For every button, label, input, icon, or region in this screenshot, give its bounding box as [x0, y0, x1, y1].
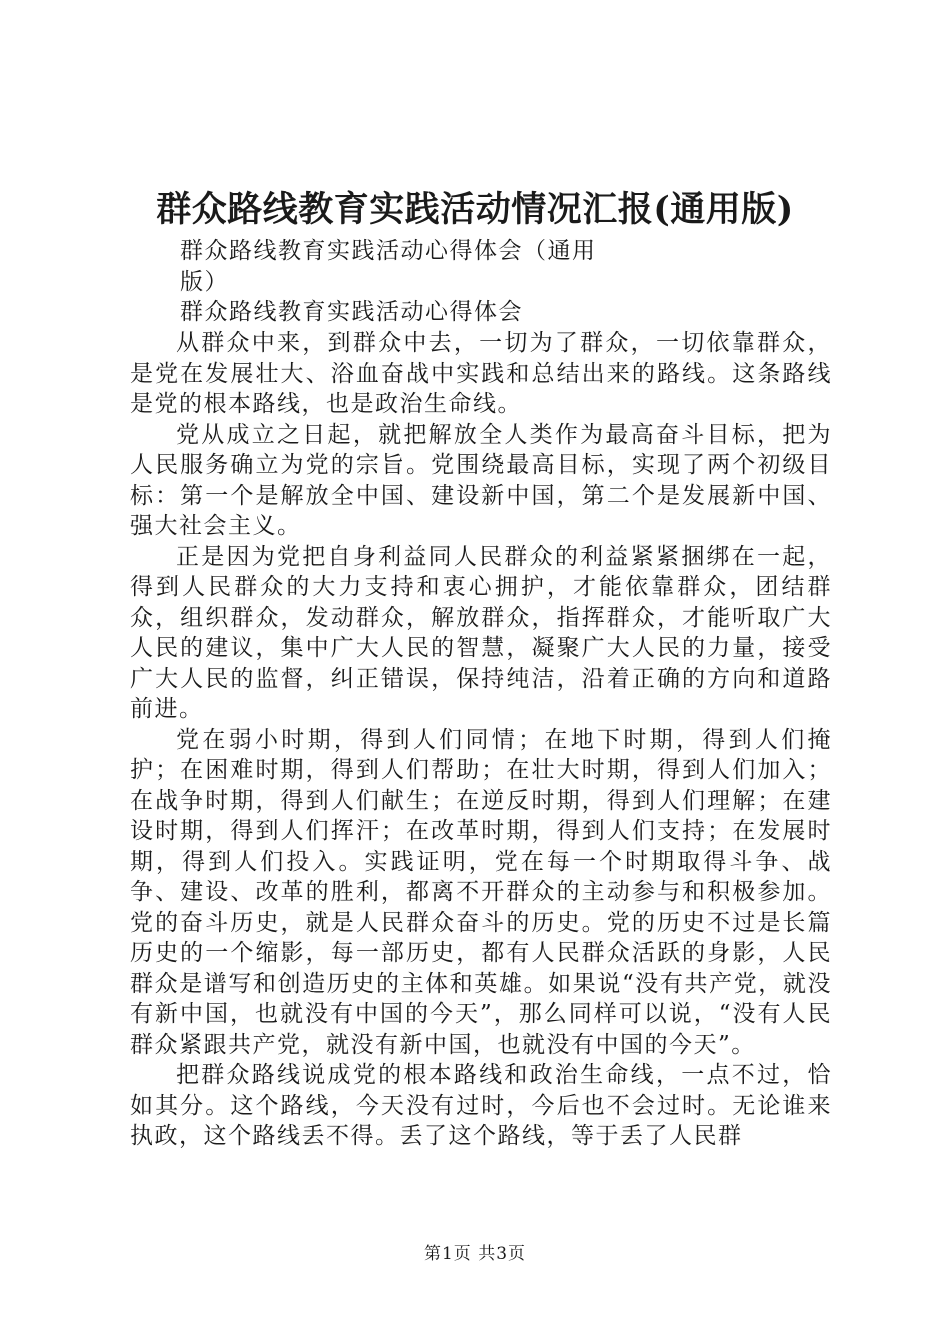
body-paragraph: 把群众路线说成党的根本路线和政治生命线，一点不过，恰如其分。这个路线，今天没有过时，今后也不会过时。无论谁来执政，这个路线丢不得。丢了这个路线，等于丢了人民群 [130, 1062, 832, 1149]
body-paragraph: 从群众中来，到群众中去，一切为了群众，一切依靠群众，是党在发展壮大、浴血奋战中实践和总结出来的路线。这条路线是党的根本路线，也是政治生命线。 [130, 330, 832, 417]
body-paragraph: 正是因为党把自身利益同人民群众的利益紧紧捆绑在一起，得到人民群众的大力支持和衷心拥护，才能依靠群众，团结群众，组织群众，发动群众，解放群众，指挥群众，才能听取广大人民的建议，集中广大人民的智慧，凝聚广大人民的力量，接受广大人民的监督，纠正错误，保持纯洁，沿着正确的方向和道路前进。 [130, 543, 832, 722]
document-title: 群众路线教育实践活动情况汇报(通用版) [156, 189, 794, 230]
document-section-heading: 群众路线教育实践活动心得体会 [180, 299, 523, 325]
page-footer: 第1页 共3页 [423, 1244, 527, 1264]
body-paragraph: 党从成立之日起，就把解放全人类作为最高奋斗目标，把为人民服务确立为党的宗旨。党围绕最高目标，实现了两个初级目标：第一个是解放全中国、建设新中国，第二个是发展新中国、强大社会主义。 [130, 421, 832, 539]
document-subtitle: 群众路线教育实践活动心得体会（通用版） [180, 238, 597, 295]
document-body [130, 328, 832, 1152]
body-paragraph: 党在弱小时期，得到人们同情；在地下时期，得到人们掩护；在困难时期，得到人们帮助；在壮大时期，得到人们加入；在战争时期，得到人们献生；在逆反时期，得到人们理解；在建设时期，得到人们挥汗；在改革时期，得到人们支持；在发展时期，得到人们投入。实践证明，党在每一个时期取得斗争、战争、建设、改革的胜利，都离不开群众的主动参与和积极参加。党的奋斗历史，就是人民群众奋斗的历史。党的历史不过是长篇历史的一个缩影，每一部历史，都有人民群众活跃的身影，人民群众是谱写和创造历史的主体和英雄。如果说“没有共产党，就没有新中国，也就没有中国的今天”，那么同样可以说，“没有人民群众紧跟共产党，就没有新中国，也就没有中国的今天”。 [130, 726, 832, 1058]
